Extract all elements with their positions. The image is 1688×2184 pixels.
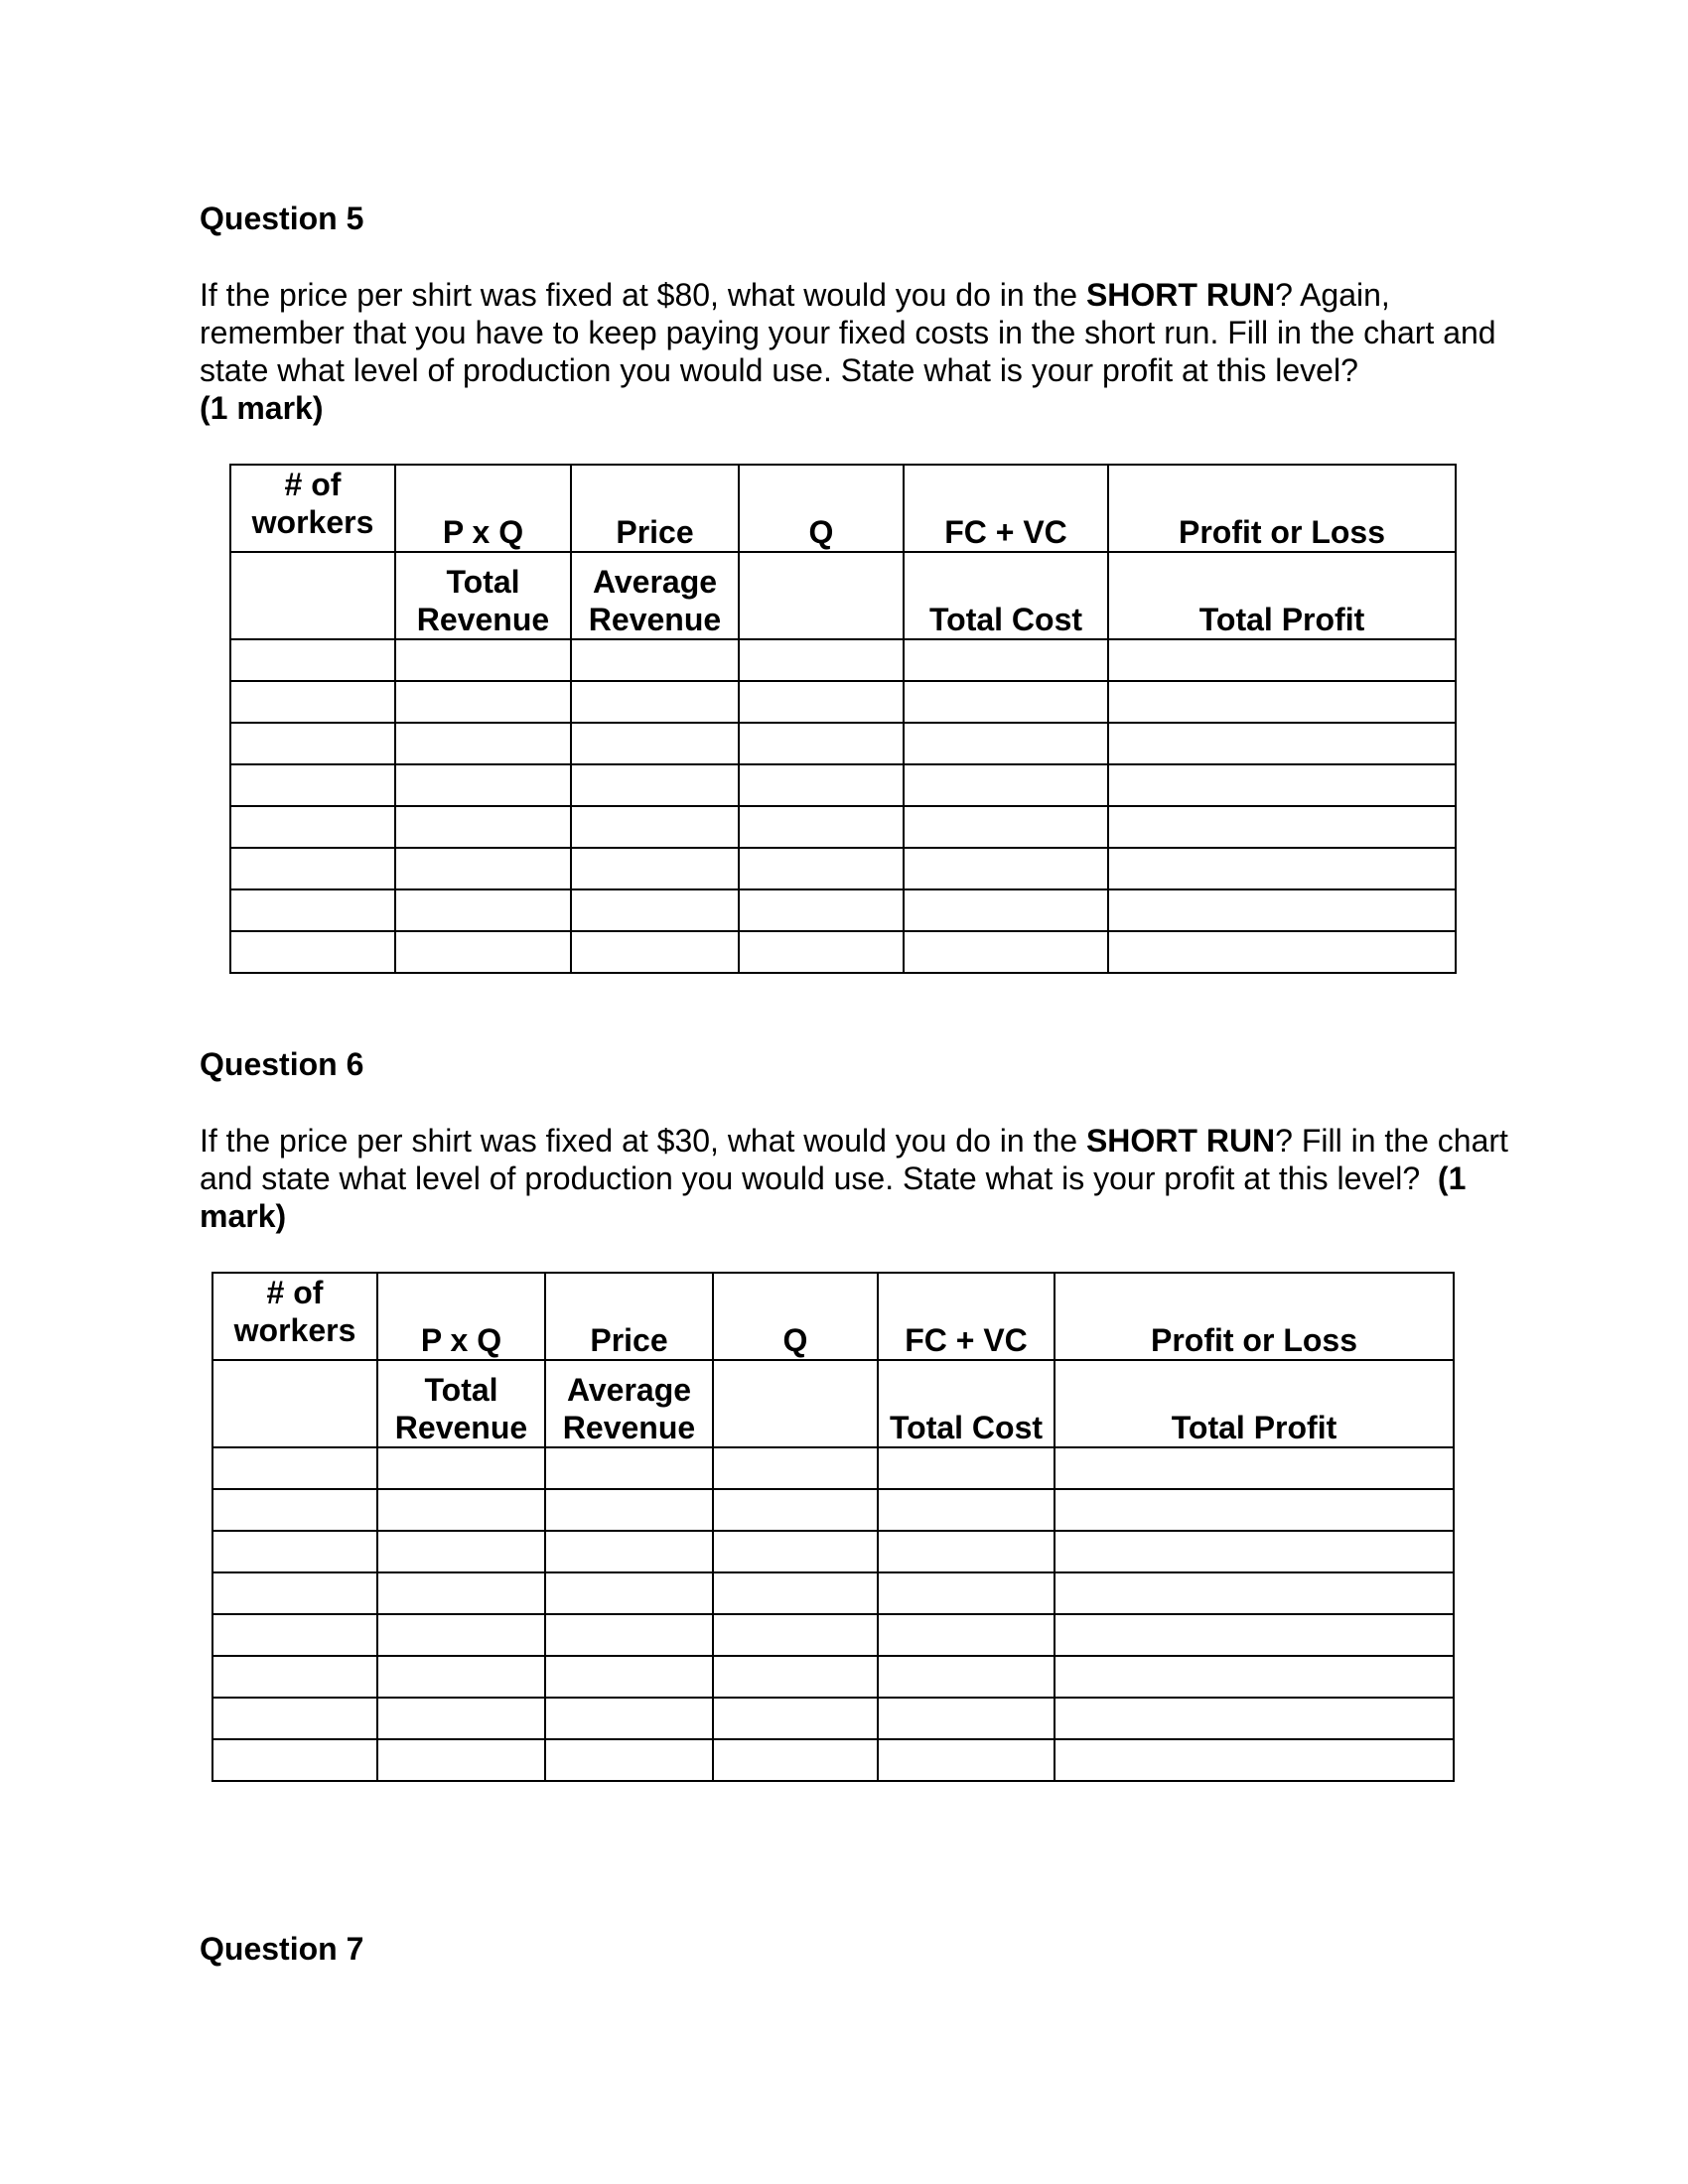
table-cell[interactable] — [377, 1447, 545, 1489]
table-header-row — [230, 465, 1456, 552]
subheader-empty — [739, 552, 904, 639]
header-q: Q — [713, 1273, 878, 1360]
table-cell[interactable] — [212, 1698, 377, 1739]
table-cell[interactable] — [212, 1531, 377, 1572]
table-cell[interactable] — [904, 848, 1108, 889]
header-fc-vc: FC + VC — [878, 1273, 1055, 1360]
table-cell[interactable] — [713, 1531, 878, 1572]
subheader-total-revenue: Total Revenue — [395, 552, 571, 639]
table-cell[interactable] — [545, 1656, 713, 1698]
table-cell[interactable] — [395, 806, 571, 848]
table-subheader-row — [212, 1360, 1454, 1447]
question-6-short-run: SHORT RUN — [1085, 1123, 1276, 1159]
table-cell[interactable] — [230, 806, 395, 848]
table-cell[interactable] — [212, 1739, 377, 1781]
table-cell[interactable] — [212, 1614, 377, 1656]
question-6-table — [211, 1272, 1455, 1782]
table-cell[interactable] — [713, 1614, 878, 1656]
table-cell[interactable] — [212, 1572, 377, 1614]
subheader-empty — [713, 1360, 878, 1447]
table-cell[interactable] — [571, 848, 739, 889]
question-5-mark: (1 mark) — [200, 390, 324, 426]
table-cell[interactable] — [377, 1489, 545, 1531]
subheader-total-cost: Total Cost — [904, 552, 1108, 639]
table-cell[interactable] — [230, 889, 395, 931]
question-6-text — [200, 1122, 1510, 1235]
subheader-total-cost: Total Cost — [878, 1360, 1055, 1447]
table-row — [230, 889, 1456, 931]
table-cell[interactable] — [212, 1489, 377, 1531]
table-cell[interactable] — [395, 889, 571, 931]
table-cell[interactable] — [713, 1489, 878, 1531]
table-cell[interactable] — [1055, 1489, 1454, 1531]
table-cell[interactable] — [571, 639, 739, 681]
table-cell[interactable] — [395, 848, 571, 889]
table-cell[interactable] — [230, 931, 395, 973]
table-cell[interactable] — [395, 639, 571, 681]
question-5-text-before: If the price per shirt was fixed at $80, what would you do in the — [200, 277, 1086, 313]
table-cell[interactable] — [1055, 1656, 1454, 1698]
table-cell[interactable] — [545, 1572, 713, 1614]
table-cell[interactable] — [1108, 639, 1456, 681]
table-cell[interactable] — [377, 1698, 545, 1739]
table-cell[interactable] — [377, 1739, 545, 1781]
table-cell[interactable] — [1055, 1614, 1454, 1656]
table-header-row — [212, 1273, 1454, 1360]
table-cell[interactable] — [230, 848, 395, 889]
table-cell[interactable] — [545, 1447, 713, 1489]
table-cell[interactable] — [713, 1447, 878, 1489]
table-cell[interactable] — [395, 764, 571, 806]
table-cell[interactable] — [545, 1739, 713, 1781]
subheader-total-revenue: Total Revenue — [377, 1360, 545, 1447]
table-cell[interactable] — [230, 639, 395, 681]
table-cell[interactable] — [571, 681, 739, 723]
table-cell[interactable] — [1108, 806, 1456, 848]
table-cell[interactable] — [230, 764, 395, 806]
subheader-empty — [230, 552, 395, 639]
subheader-empty — [212, 1360, 377, 1447]
header-workers: # of workers — [230, 465, 395, 552]
table-cell[interactable] — [1108, 764, 1456, 806]
table-cell[interactable] — [377, 1572, 545, 1614]
question-7-title: Question 7 — [200, 1931, 364, 1967]
table-cell[interactable] — [1108, 723, 1456, 764]
question-5-text-after: ? Again, remember that you have to keep paying your fixed costs in the short run. Fill in the chart and state what level of production you would use. State what is your profit at this level? — [200, 277, 1496, 388]
table-cell[interactable] — [878, 1614, 1055, 1656]
table-cell[interactable] — [739, 639, 904, 681]
question-6-text-after: ? Fill in the chart and state what level of production you would use. State what is your profit at this level? — [200, 1123, 1508, 1196]
table-cell[interactable] — [739, 931, 904, 973]
table-cell[interactable] — [904, 764, 1108, 806]
table-cell[interactable] — [1108, 931, 1456, 973]
table-cell[interactable] — [571, 723, 739, 764]
table-cell[interactable] — [571, 806, 739, 848]
table-cell[interactable] — [878, 1572, 1055, 1614]
subheader-total-profit: Total Profit — [1055, 1360, 1454, 1447]
table-cell[interactable] — [739, 806, 904, 848]
table-cell[interactable] — [571, 931, 739, 973]
table-cell[interactable] — [904, 931, 1108, 973]
header-profit-or-loss: Profit or Loss — [1108, 465, 1456, 552]
table-row — [212, 1656, 1454, 1698]
table-cell[interactable] — [878, 1447, 1055, 1489]
table-row — [230, 681, 1456, 723]
table-cell[interactable] — [739, 723, 904, 764]
table-cell[interactable] — [1055, 1572, 1454, 1614]
table-cell[interactable] — [878, 1489, 1055, 1531]
header-q: Q — [739, 465, 904, 552]
table-cell[interactable] — [1108, 681, 1456, 723]
table-cell[interactable] — [1055, 1698, 1454, 1739]
table-cell[interactable] — [377, 1656, 545, 1698]
question-5-text — [200, 276, 1510, 427]
table-cell[interactable] — [1108, 889, 1456, 931]
table-cell[interactable] — [878, 1531, 1055, 1572]
table-row — [212, 1698, 1454, 1739]
table-row — [212, 1739, 1454, 1781]
table-cell[interactable] — [904, 681, 1108, 723]
table-row — [212, 1572, 1454, 1614]
table-row — [212, 1447, 1454, 1489]
table-cell[interactable] — [713, 1572, 878, 1614]
table-cell[interactable] — [377, 1531, 545, 1572]
table-cell[interactable] — [1108, 848, 1456, 889]
table-cell[interactable] — [739, 889, 904, 931]
table-cell[interactable] — [904, 639, 1108, 681]
subheader-average-revenue: Average Revenue — [571, 552, 739, 639]
table-subheader-row — [230, 552, 1456, 639]
question-6-title: Question 6 — [200, 1046, 364, 1082]
table-row — [230, 806, 1456, 848]
header-profit-or-loss: Profit or Loss — [1055, 1273, 1454, 1360]
question-5-short-run: SHORT RUN — [1085, 277, 1276, 313]
table-cell[interactable] — [1055, 1447, 1454, 1489]
question-5-table — [229, 464, 1457, 974]
table-row — [212, 1531, 1454, 1572]
table-row — [230, 764, 1456, 806]
table-cell[interactable] — [739, 764, 904, 806]
table-cell[interactable] — [713, 1656, 878, 1698]
table-cell[interactable] — [395, 681, 571, 723]
table-cell[interactable] — [395, 931, 571, 973]
table-row — [230, 848, 1456, 889]
table-cell[interactable] — [904, 723, 1108, 764]
header-fc-vc: FC + VC — [904, 465, 1108, 552]
question-5-title: Question 5 — [200, 201, 364, 236]
table-row — [230, 723, 1456, 764]
table-row — [212, 1489, 1454, 1531]
table-cell[interactable] — [377, 1614, 545, 1656]
table-cell[interactable] — [739, 848, 904, 889]
header-pxq: P x Q — [377, 1273, 545, 1360]
table-cell[interactable] — [230, 723, 395, 764]
table-cell[interactable] — [878, 1739, 1055, 1781]
header-pxq: P x Q — [395, 465, 571, 552]
table-cell[interactable] — [212, 1447, 377, 1489]
table-cell[interactable] — [545, 1698, 713, 1739]
table-cell[interactable] — [878, 1698, 1055, 1739]
table-cell[interactable] — [904, 806, 1108, 848]
table-cell[interactable] — [1055, 1739, 1454, 1781]
subheader-average-revenue: Average Revenue — [545, 1360, 713, 1447]
question-6-mark: (1 mark) — [200, 1160, 1467, 1234]
header-price: Price — [545, 1273, 713, 1360]
header-price: Price — [571, 465, 739, 552]
table-cell[interactable] — [571, 764, 739, 806]
table-cell[interactable] — [571, 889, 739, 931]
table-cell[interactable] — [1055, 1531, 1454, 1572]
table-row — [212, 1614, 1454, 1656]
table-cell[interactable] — [395, 723, 571, 764]
table-cell[interactable] — [545, 1531, 713, 1572]
subheader-total-profit: Total Profit — [1108, 552, 1456, 639]
table-cell[interactable] — [545, 1489, 713, 1531]
table-cell[interactable] — [713, 1739, 878, 1781]
table-row — [230, 639, 1456, 681]
table-cell[interactable] — [904, 889, 1108, 931]
table-cell[interactable] — [545, 1614, 713, 1656]
table-cell[interactable] — [212, 1656, 377, 1698]
header-workers: # of workers — [212, 1273, 377, 1360]
table-cell[interactable] — [739, 681, 904, 723]
table-row — [230, 931, 1456, 973]
question-6-text-before: If the price per shirt was fixed at $30, what would you do in the — [200, 1123, 1086, 1159]
table-cell[interactable] — [230, 681, 395, 723]
table-cell[interactable] — [878, 1656, 1055, 1698]
table-cell[interactable] — [713, 1698, 878, 1739]
